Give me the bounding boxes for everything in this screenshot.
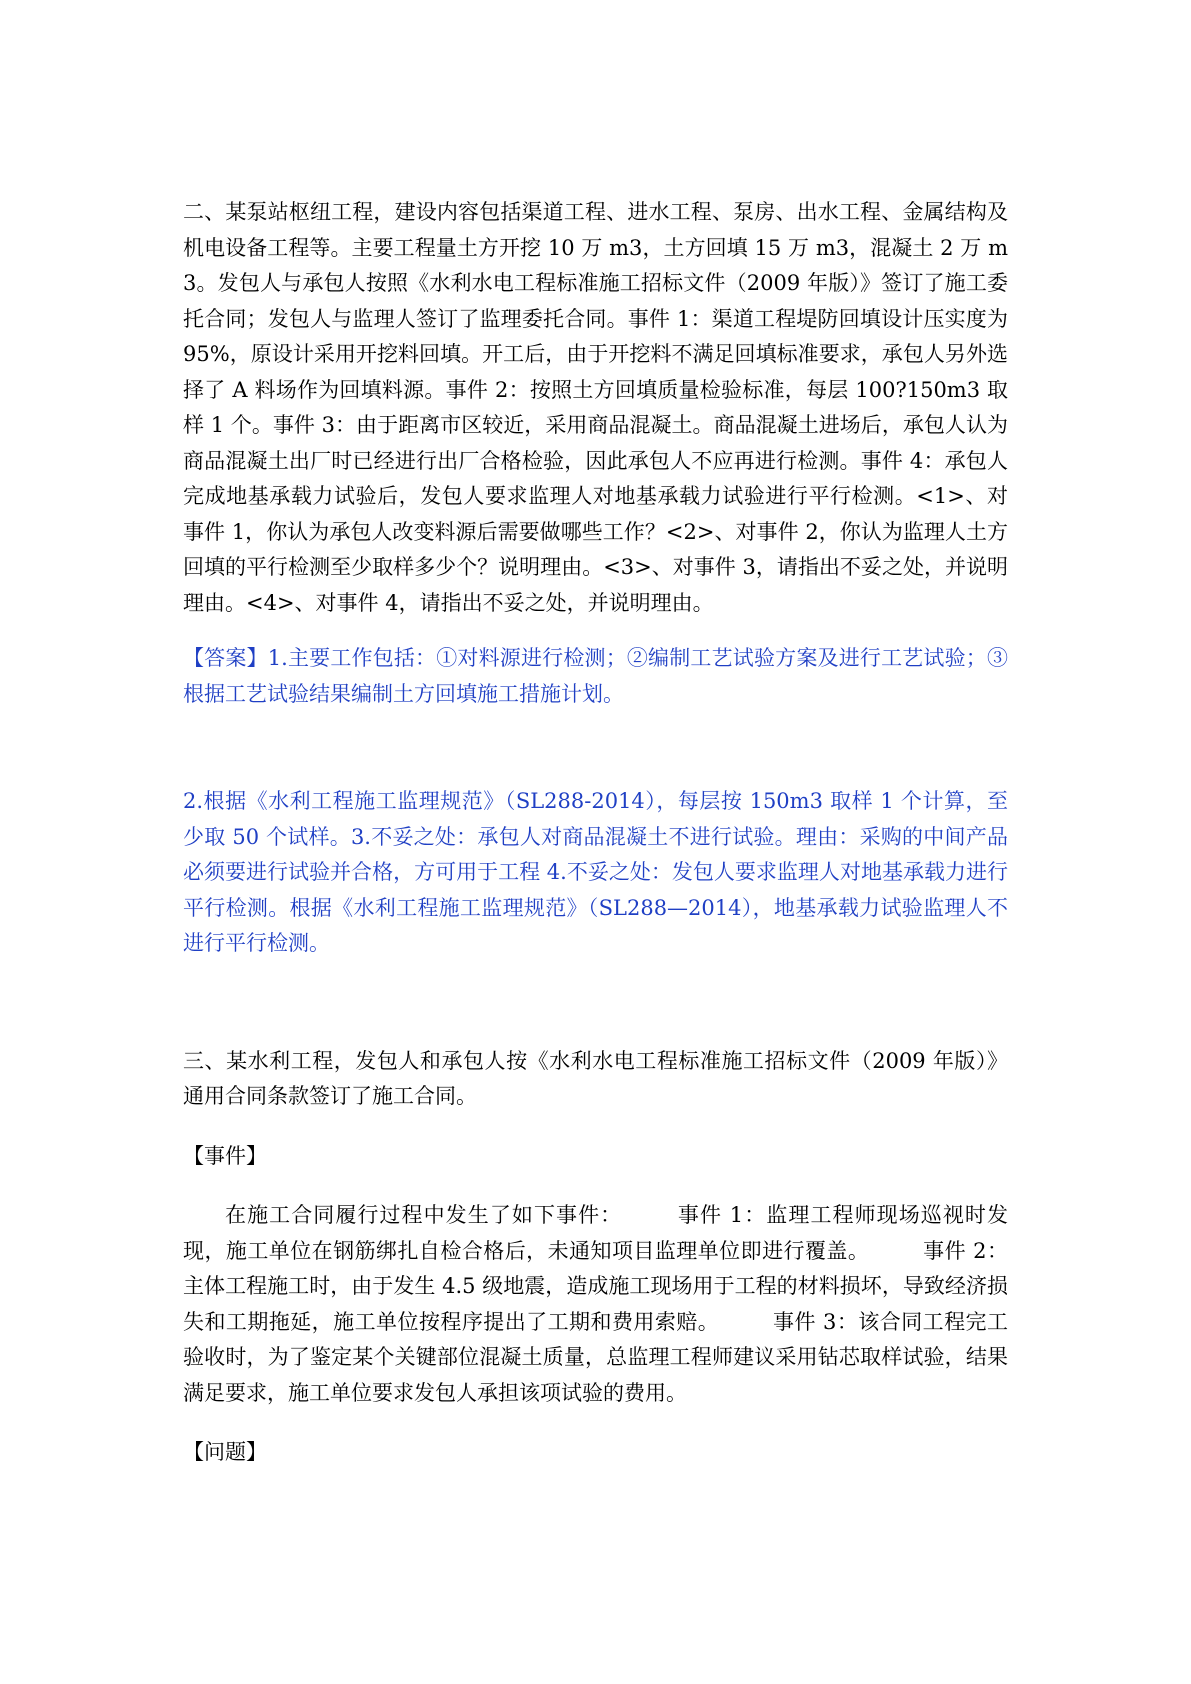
question-2-text: 二、某泵站枢纽工程，建设内容包括渠道工程、进水工程、泵房、出水工程、金属结构及机电设备工程等。主要工程量土方开挖 10 万 m3，土方回填 15 万 m3，混凝土 2 万 m3。发包人与承包人按照《水利水电工程标准施工招标文件（2009 年版）》签订了施工委托合同；发包人与监理人签订了监理委托合同。事件 1：渠道工程堤防回填设计压实度为 95%，原设计采用开挖料回填。开工后，由于开挖料不满足回填标准要求，承包人另外选择了 A 料场作为回填料源。事件 2：按照土方回填质量检验标准，每层 100?150m3 取样 1 个。事件 3：由于距离市区较近，采用商品混凝土。商品混凝土进场后，承包人认为商品混凝土出厂时已经进行出厂合格检验，因此承包人不应再进行检测。事件 4：承包人完成地基承载力试验后，发包人要求监理人对地基承载力试验进行平行检测。<1>、对事件 1，你认为承包人改变料源后需要做哪些工作？<2>、对事件 2，你认为监理人土方回填的平行检测至少取样多少个？说明理由。<3>、对事件 3，请指出不妥之处，并说明理由。<4>、对事件 4，请指出不妥之处，并说明理由。 [183,200,1008,615]
spacer [183,621,1008,641]
spacer [183,1115,1008,1139]
answer-2-part-2: 2.根据《水利工程施工监理规范》（SL288-2014），每层按 150m3 取样 1 个计算，至少取 50 个试样。3.不妥之处：承包人对商品混凝土不进行试验。理由：采购的中间产品必须要进行试验并合格，方可用于工程 4.不妥之处：发包人要求监理人对地基承载力进行平行检测。根据《水利工程施工监理规范》（SL288—2014），地基承载力试验监理人不进行平行检测。 [183,789,1008,955]
questions-heading: 【问题】 [183,1440,267,1464]
events-heading: 【事件】 [183,1143,267,1168]
spacer [183,1174,1008,1198]
events-text: 在施工合同履行过程中发生了如下事件： 事件 1：监理工程师现场巡视时发现，施工单位在钢筋绑扎自检合格后，未通知项目监理单位即进行覆盖。 事件 2：主体工程施工时，由于发生 4.5 级地震，造成施工现场用于工程的材料损坏，导致经济损失和工期拖延，施工单位按程序提出了工期和费用索赔。 事件 3：该合同工程完工验收时，为了鉴定某个关键部位混凝土质量，总监理工程师建议采用钻芯取样试验，结果满足要求，施工单位要求发包人承担该项试验的费用。 [183,1203,1008,1405]
document-page [183,195,1008,1471]
spacer [183,1411,1008,1435]
answer-2-part-1: 【答案】1.主要工作包括：①对料源进行检测；②编制工艺试验方案及进行工艺试验；③根据工艺试验结果编制土方回填施工措施计划。 [183,646,1008,706]
spacer [183,962,1008,1044]
spacer [183,712,1008,784]
question-3-text: 三、某水利工程，发包人和承包人按《水利水电工程标准施工招标文件（2009 年版）》通用合同条款签订了施工合同。 [183,1048,1008,1108]
